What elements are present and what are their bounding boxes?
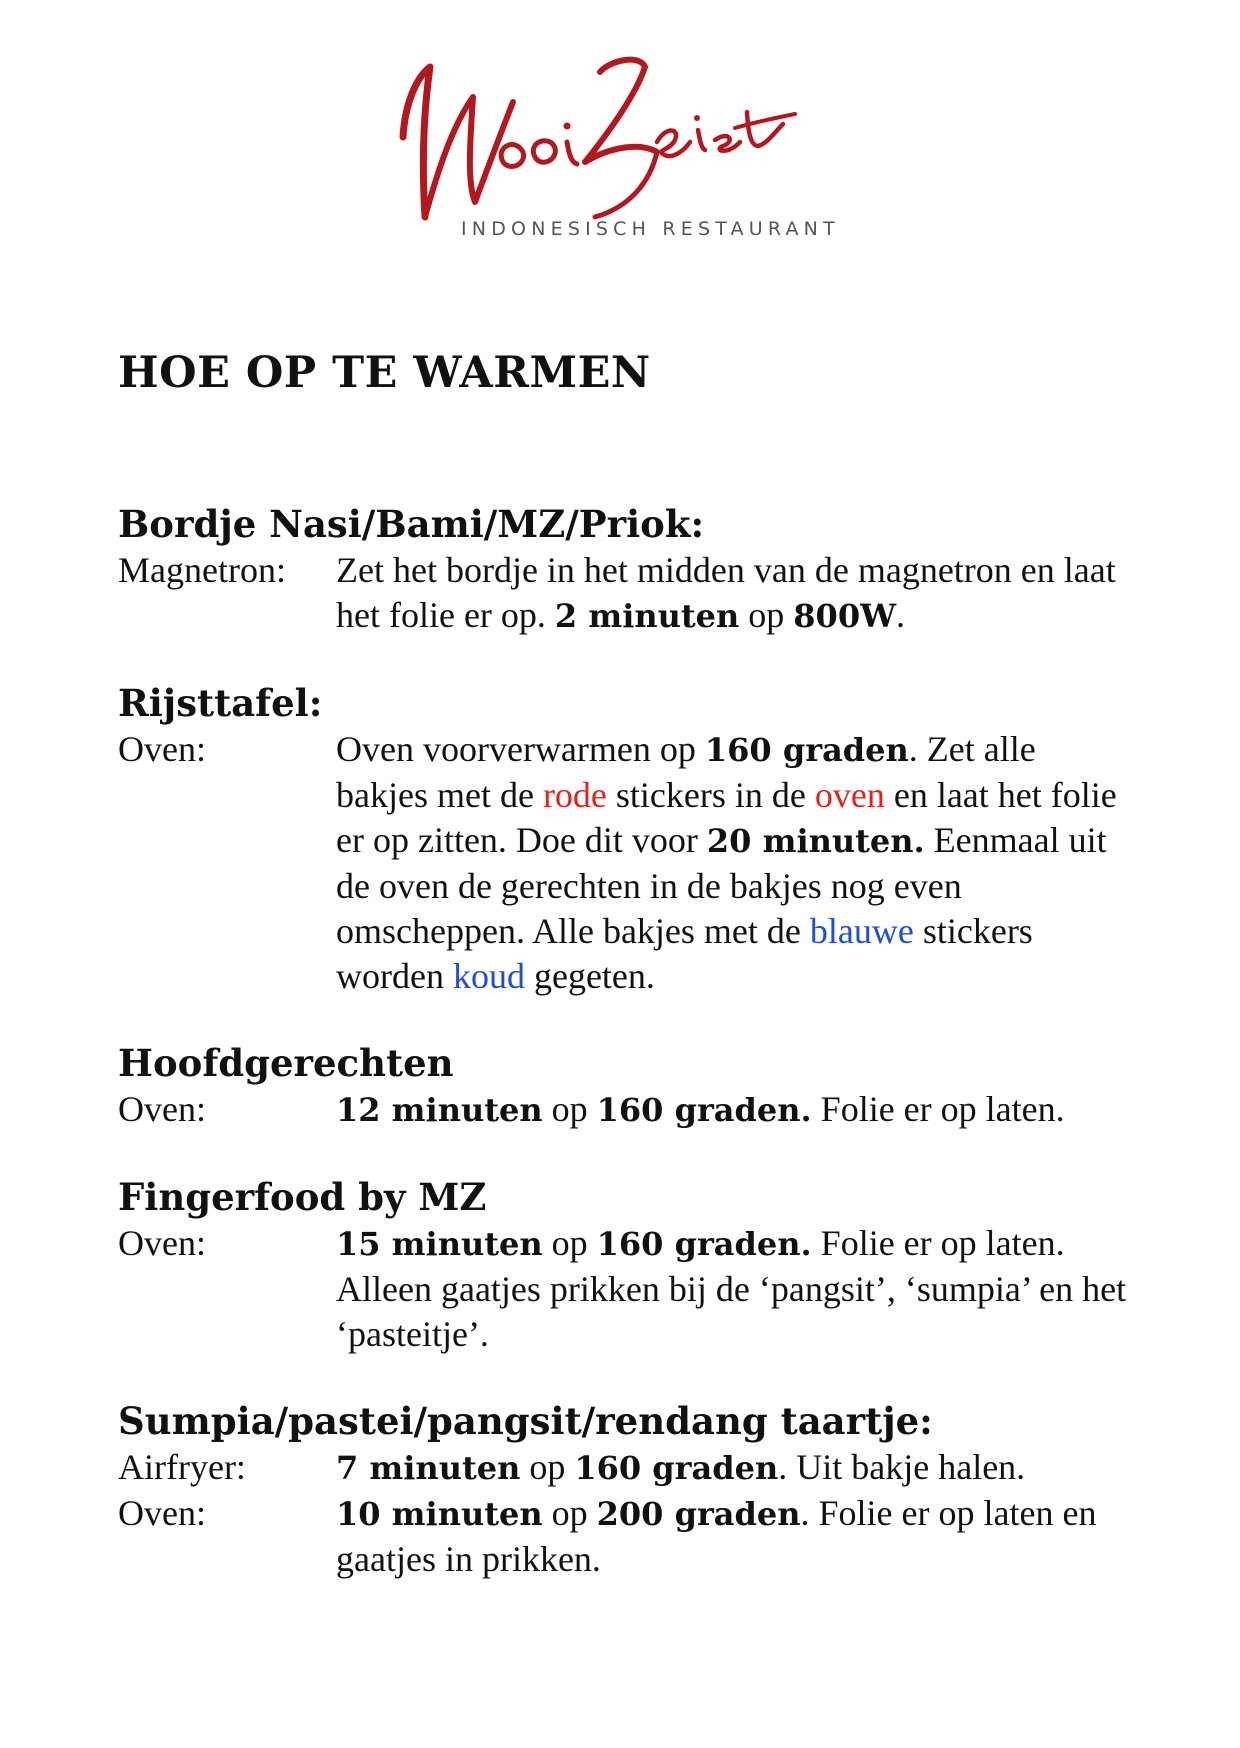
emphasis-text: 200 graden bbox=[596, 1495, 801, 1533]
instruction-row bbox=[118, 548, 1138, 639]
text-segment: op bbox=[520, 1447, 575, 1487]
emphasis-text: 160 graden bbox=[574, 1449, 779, 1487]
section bbox=[118, 500, 1138, 639]
page-title: HOE OP TE WARMEN bbox=[118, 348, 651, 398]
blue-highlight-text: koud bbox=[452, 956, 525, 996]
appliance-label: Oven: bbox=[118, 1223, 206, 1263]
emphasis-text: 800W bbox=[793, 597, 897, 635]
text-segment: stickers worden bbox=[336, 911, 1033, 996]
emphasis-text: 160 graden. bbox=[596, 1091, 812, 1129]
appliance-label: Airfryer: bbox=[118, 1447, 246, 1487]
text-segment: en laat het folie er op zitten. Doe dit voor bbox=[336, 775, 1117, 860]
emphasis-text: 15 minuten bbox=[336, 1225, 543, 1263]
instruction-text bbox=[336, 1445, 1136, 1491]
text-segment: Eenmaal uit de oven de gerechten in de bakjes nog even omscheppen. Alle bakjes met de bbox=[336, 820, 1107, 951]
appliance-label: Magnetron: bbox=[118, 550, 286, 590]
section bbox=[118, 1397, 1138, 1582]
appliance-label: Oven: bbox=[118, 1089, 206, 1129]
restaurant-logo bbox=[395, 42, 840, 252]
logo-tagline: INDONESISCH RESTAURANT bbox=[461, 218, 840, 240]
section-title: Hoofdgerechten bbox=[118, 1041, 454, 1085]
emphasis-text: 12 minuten bbox=[336, 1091, 543, 1129]
red-highlight-text: oven bbox=[814, 775, 885, 815]
emphasis-text: 160 graden. bbox=[596, 1225, 812, 1263]
text-segment: . Uit bakje halen. bbox=[778, 1447, 1026, 1487]
section bbox=[118, 1039, 1138, 1133]
text-segment: Oven voorverwarmen op bbox=[336, 729, 705, 769]
instruction-text bbox=[336, 1087, 1136, 1133]
text-segment: Zet het bordje in het midden van de magnetron en laat het folie er op. bbox=[336, 550, 1116, 635]
section-title: Sumpia/pastei/pangsit/rendang taartje: bbox=[118, 1399, 933, 1443]
instruction-row bbox=[118, 1445, 1138, 1491]
text-segment: op bbox=[542, 1089, 597, 1129]
red-highlight-text: rode bbox=[542, 775, 607, 815]
text-segment: . bbox=[896, 595, 906, 635]
instruction-sections bbox=[118, 500, 1138, 1622]
appliance-label: Oven: bbox=[118, 729, 206, 769]
section bbox=[118, 679, 1138, 999]
instruction-text bbox=[336, 727, 1136, 999]
emphasis-text: 10 minuten bbox=[336, 1495, 543, 1533]
instruction-row bbox=[118, 727, 1138, 999]
instruction-text bbox=[336, 1491, 1136, 1582]
emphasis-text: 160 graden bbox=[704, 731, 909, 769]
section-title: Bordje Nasi/Bami/MZ/Priok: bbox=[118, 502, 705, 546]
instruction-text bbox=[336, 1221, 1136, 1357]
instruction-text bbox=[336, 548, 1136, 639]
emphasis-text: 2 minuten bbox=[554, 597, 740, 635]
text-segment: op bbox=[739, 595, 794, 635]
text-segment: gegeten. bbox=[524, 956, 655, 996]
instruction-row bbox=[118, 1491, 1138, 1582]
text-segment: . Folie er op laten en gaatjes in prikken. bbox=[336, 1493, 1097, 1579]
emphasis-text: 20 minuten. bbox=[706, 822, 925, 860]
text-segment: Folie er op laten. Alleen gaatjes prikken bij de ‘pangsit’, ‘sumpia’ en het ‘pasteitje’. bbox=[336, 1223, 1127, 1354]
instruction-row bbox=[118, 1087, 1138, 1133]
text-segment: Folie er op laten. bbox=[811, 1089, 1065, 1129]
instruction-row bbox=[118, 1221, 1138, 1357]
appliance-label: Oven: bbox=[118, 1493, 206, 1533]
section-title: Fingerfood by MZ bbox=[118, 1175, 487, 1219]
text-segment: op bbox=[542, 1493, 597, 1533]
text-segment: stickers in de bbox=[606, 775, 815, 815]
emphasis-text: 7 minuten bbox=[336, 1449, 521, 1487]
text-segment: op bbox=[542, 1223, 597, 1263]
section bbox=[118, 1173, 1138, 1357]
blue-highlight-text: blauwe bbox=[809, 911, 914, 951]
text-segment: . Zet alle bakjes met de bbox=[336, 729, 1036, 815]
section-title: Rijsttafel: bbox=[118, 681, 323, 725]
